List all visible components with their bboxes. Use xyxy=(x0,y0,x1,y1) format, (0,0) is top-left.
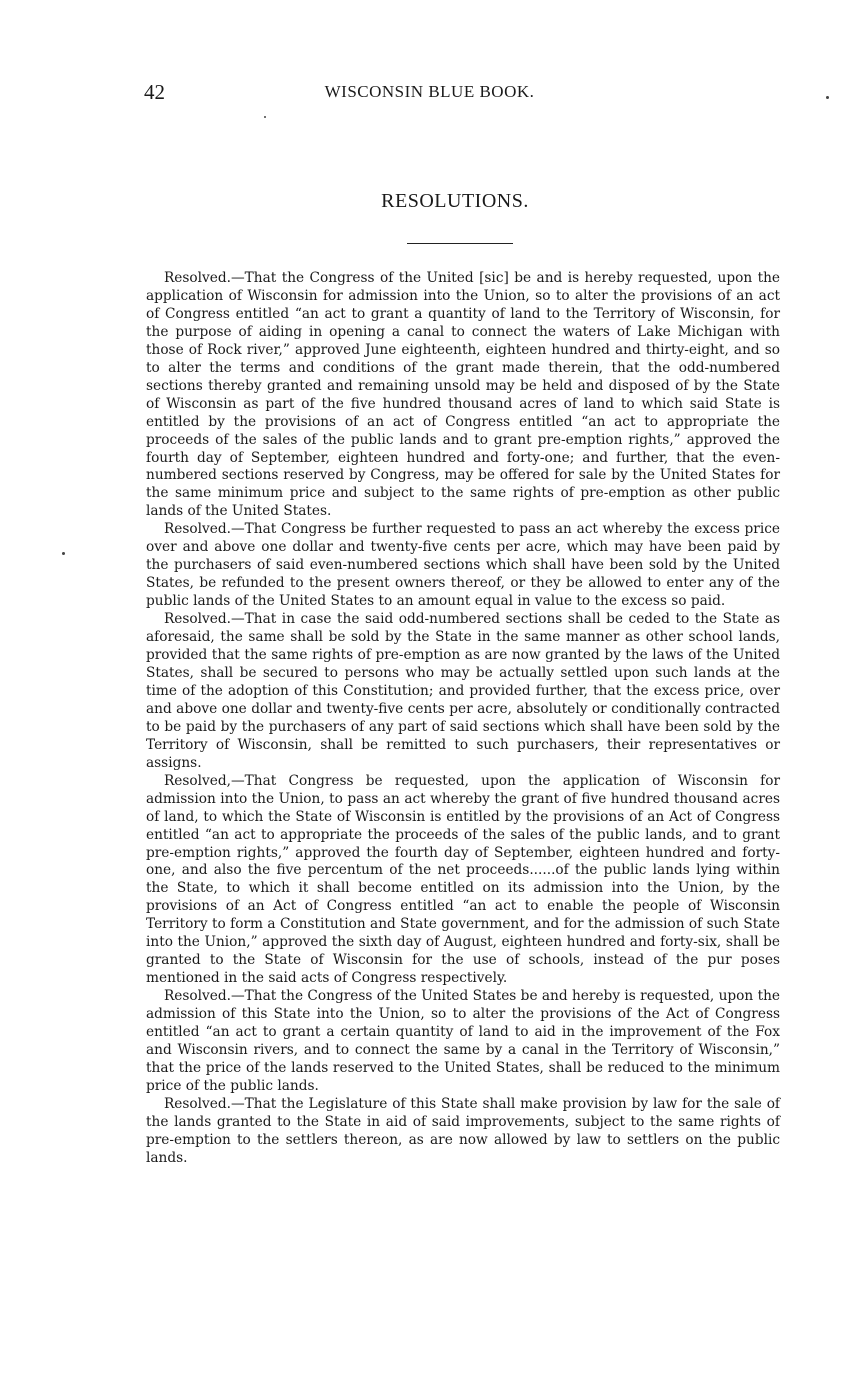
resolution-paragraph: Resolved.—That Congress be further requested to pass an act whereby the excess price over and above one dollar and twenty-five cents per acre, which may have been paid by the purchasers of said even-numbered sections which shall have been sold by the United States, be refunded to the present owners thereof, or they be allowed to enter any of the public lands of the United States to an amount equal in value to the excess so paid. xyxy=(146,521,780,610)
resolution-paragraph: Resolved.—That in case the said odd-numbered sections shall be ceded to the State as aforesaid, the same shall be sold by the State in the same manner as other school lands, provided that the same rights of pre-emption as are now granted by the laws of the United States, shall be secured to persons who may be actually settled upon such lands at the time of the adoption of this Constitution; and provided further, that the excess price, over and above one dollar and twenty-five cents per acre, absolutely or conditionally contracted to be paid by the purchasers of any part of said sections which shall have been sold by the Territory of Wisconsin, shall be remitted to such purchasers, their representatives or assigns. xyxy=(146,611,780,771)
resolution-paragraph: Resolved,—That Congress be requested, upon the application of Wisconsin for admission into the Union, to pass an act whereby the grant of five hundred thousand acres of land, to which the State of Wisconsin is entitled by the provisions of an Act of Congress entitled “an act to appropriate the proceeds of the sales of the public lands, and to grant pre-emption rights,” approved the fourth day of September, eighteen hundred and forty-one, and also the five percentum of the net proceeds......of the public lands lying within the State, to which it shall become entitled on its admission into the Union, by the provisions of an Act of Congress entitled “an act to enable the people of Wisconsin Territory to form a Constitution and State government, and for the admission of such State into the Union,” approved the sixth day of August, eighteen hundred and forty-six, shall be granted to the State of Wisconsin for the use of schools, instead of the pur poses mentioned in the said acts of Congress respectively. xyxy=(146,772,780,987)
scan-speck xyxy=(826,96,829,99)
resolution-paragraph: Resolved.—That the Legislature of this State shall make provision by law for the sale of the lands granted to the State in aid of said improvements, subject to the same rights of pre-emption to the settlers thereon, as are now allowed by law to settlers on the public lands. xyxy=(146,1095,780,1166)
title-rule-divider xyxy=(407,243,513,244)
resolution-paragraph: Resolved.—That the Congress of the United [sic] be and is hereby requested, upon the application of Wisconsin for admission into the Union, so to alter the provisions of an act of Congress entitled “an act to grant a quantity of land to the Territory of Wisconsin, for the purpose of aiding in opening a canal to connect the waters of Lake Michigan with those of Rock river,” approved June eighteenth, eighteen hundred and thirty-eight, and so to alter the terms and conditions of the grant made therein, that the odd-numbered sections thereby granted and remaining unsold may be held and disposed of by the State of Wisconsin as part of the five hundred thousand acres of land to which said State is entitled by the provisions of an act of Congress entitled “an act to appropriate the proceeds of the sales of the public lands and to grant pre-emption rights,” approved the fourth day of September, eighteen hundred and forty-one; and further, that the even-numbered sections reserved by Congress, may be offered for sale by the United States for the same minimum price and subject to the same rights of pre-emption as other public lands of the United States. xyxy=(146,270,780,520)
page-number: 42 xyxy=(144,80,165,104)
page-title: RESOLUTIONS. xyxy=(381,190,529,212)
resolution-paragraph: Resolved.—That the Congress of the United States be and hereby is requested, upon the admission of this State into the Union, so to alter the provisions of the Act of Congress entitled “an act to grant a certain quantity of land to aid in the improvement of the Fox and Wisconsin rivers, and to connect the same by a canal in the Territory of Wisconsin,” that the price of the lands reserved to the United States, shall be reduced to the minimum price of the public lands. xyxy=(146,988,780,1094)
resolutions-body xyxy=(146,270,780,1168)
running-head: WISCONSIN BLUE BOOK. xyxy=(324,82,535,101)
scan-speck xyxy=(62,552,65,555)
scan-speck xyxy=(264,116,266,118)
